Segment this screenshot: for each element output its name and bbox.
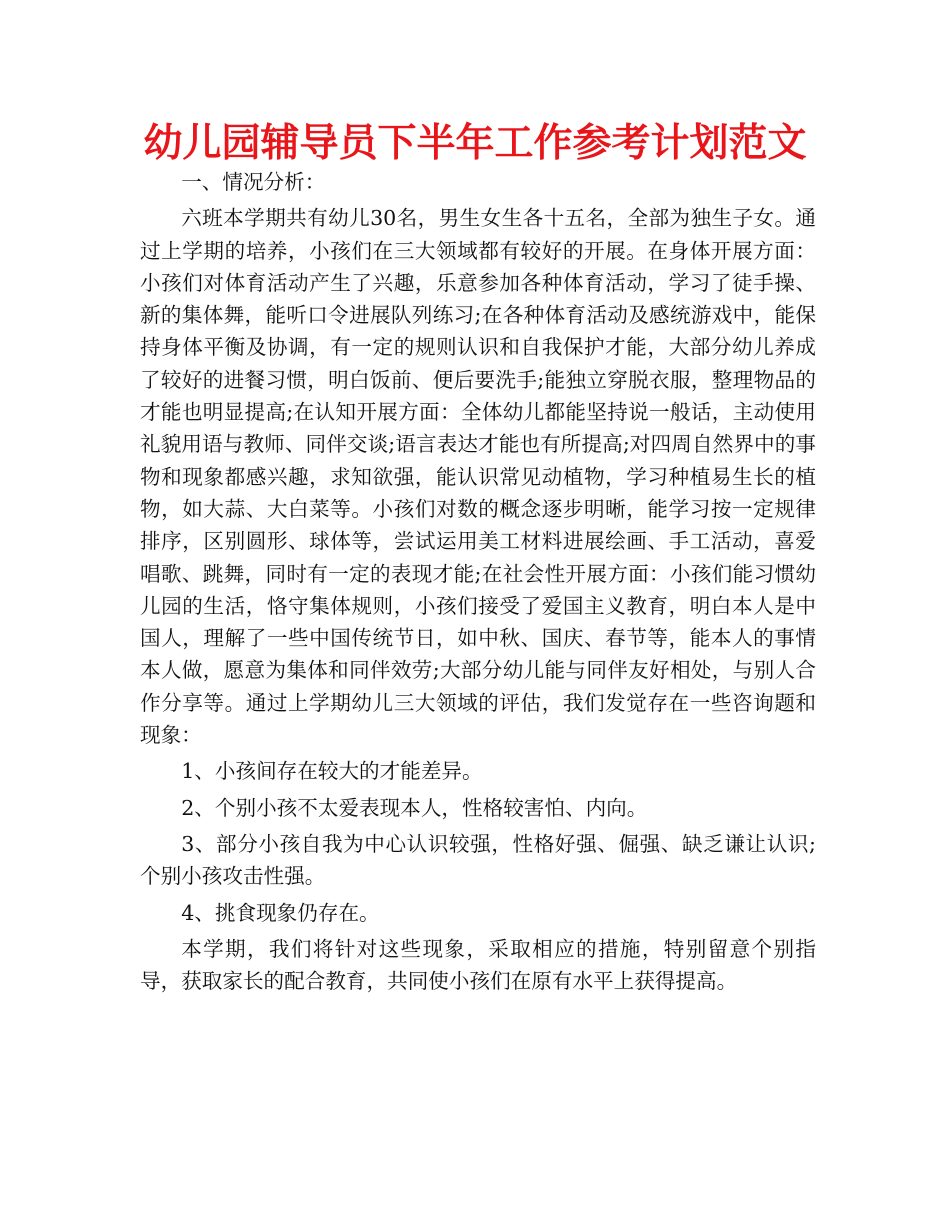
paragraph-issue-1: 1、小孩间存在较大的才能差异。: [181, 759, 483, 784]
section-heading: 一、情况分析：: [181, 170, 326, 194]
paragraph-issue-2: 2、个别小孩不太爱表现本人，性格较害怕、内向。: [181, 795, 648, 820]
paragraph-issue-3: 3、部分小孩自我为中心认识较强，性格好强、倔强、缺乏谦让认识;个别小孩攻击性强。: [140, 831, 816, 889]
document-body: [140, 166, 816, 1001]
paragraph-situation-overview: 六班本学期共有幼儿30名，男生女生各十五名，全部为独生子女。通过上学期的培养，小孩们在三大领域都有较好的开展。在身体开展方面：小孩们对体育活动产生了兴趣，乐意参加各种体育活动，学习了徒手操、新的集体舞，能听口令进展队列练习;在各种体育活动及感统游戏中，能保持身体平衡及协调，有一定的规则认识和自我保护才能，大部分幼儿养成了较好的进餐习惯，明白饭前、便后要洗手;能独立穿脱衣服，整理物品的才能也明显提高;在认知开展方面：全体幼儿都能坚持说一般话，主动使用礼貌用语与教师、同伴交谈;语言表达才能也有所提高;对四周自然界中的事物和现象都感兴趣，求知欲强，能认识常见动植物，学习种植易生长的植物，如大蒜、大白菜等。小孩们对数的概念逐步明晰，能学习按一定规律排序，区别圆形、球体等，尝试运用美工材料进展绘画、手工活动，喜爱唱歌、跳舞，同时有一定的表现才能;在社会性开展方面：小孩们能习惯幼儿园的生活，恪守集体规则，小孩们接受了爱国主义教育，明白本人是中国人，理解了一些中国传统节日，如中秋、国庆、春节等，能本人的事情本人做，愿意为集体和同伴效劳;大部分幼儿能与同伴友好相处，与别人合作分享等。通过上学期幼儿三大领域的评估，我们发觉存在一些咨询题和现象：: [140, 206, 816, 748]
paragraph-plan: 本学期，我们将针对这些现象，采取相应的措施，特别留意个别指导，获取家长的配合教育，共同使小孩们在原有水平上获得提高。: [140, 936, 816, 994]
paragraph-issue-4: 4、挑食现象仍存在。: [181, 900, 380, 925]
document-title: 幼儿园辅导员下半年工作参考计划范文: [143, 121, 807, 166]
